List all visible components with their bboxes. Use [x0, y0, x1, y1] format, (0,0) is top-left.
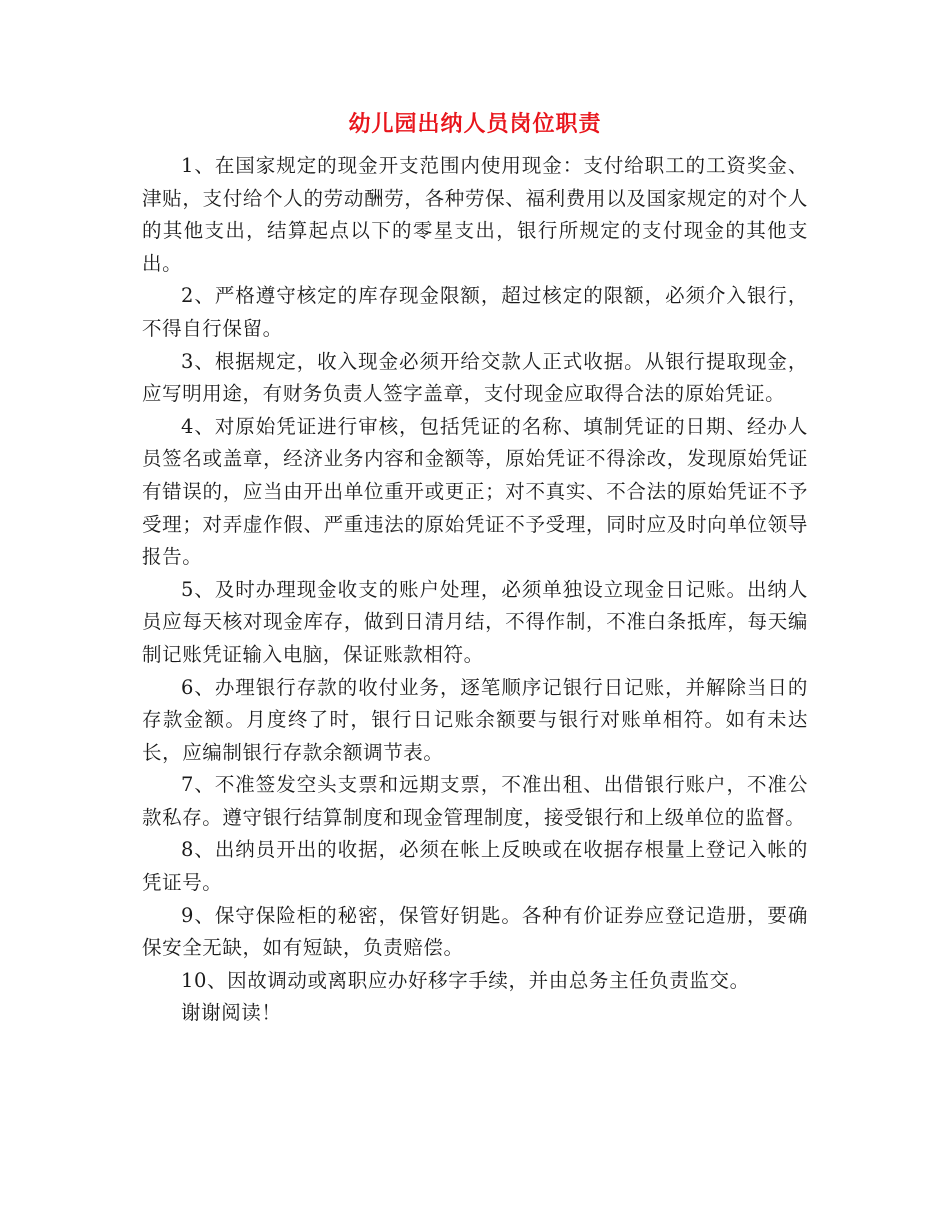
- paragraph-1: 1、在国家规定的现金开支范围内使用现金：支付给职工的工资奖金、津贴，支付给个人的劳动酬劳，各种劳保、福利费用以及国家规定的对个人的其他支出，结算起点以下的零星支出，银行所规定的支付现金的其他支出。: [142, 154, 808, 275]
- paragraph-9: 9、保守保险柜的秘密，保管好钥匙。各种有价证券应登记造册，要确保安全无缺，如有短缺，负责赔偿。: [142, 903, 808, 960]
- closing-note: 谢谢阅读！: [181, 1001, 282, 1025]
- paragraph-5: 5、及时办理现金收支的账户处理，必须单独设立现金日记账。出纳人员应每天核对现金库存，做到日清月结，不得作制，不准白条抵库，每天编制记账凭证输入电脑，保证账款相符。: [142, 577, 808, 666]
- paragraph-4: 4、对原始凭证进行审核，包括凭证的名称、填制凭证的日期、经办人员签名或盖章，经济业务内容和金额等，原始凭证不得涂改，发现原始凭证有错误的，应当由开出单位重开或更正；对不真实、不合法的原始凭证不予受理；对弄虚作假、严重违法的原始凭证不予受理，同时应及时向单位领导报告。: [142, 414, 808, 569]
- document-title: 幼儿园出纳人员岗位职责: [348, 111, 602, 137]
- paragraph-6: 6、办理银行存款的收付业务，逐笔顺序记银行日记账，并解除当日的存款金额。月度终了时，银行日记账余额要与银行对账单相符。如有未达长，应编制银行存款余额调节表。: [142, 675, 808, 764]
- document-body: [142, 150, 808, 1030]
- paragraph-3: 3、根据规定，收入现金必须开给交款人正式收据。从银行提取现金，应写明用途，有财务负责人签字盖章，支付现金应取得合法的原始凭证。: [142, 349, 808, 406]
- paragraph-7: 7、不准签发空头支票和远期支票，不准出租、出借银行账户，不准公款私存。遵守银行结算制度和现金管理制度，接受银行和上级单位的监督。: [142, 773, 808, 829]
- paragraph-8: 8、出纳员开出的收据，必须在帐上反映或在收据存根量上登记入帐的凭证号。: [142, 838, 808, 895]
- paragraph-10: 10、因故调动或离职应办好移字手续，并由总务主任负责监交。: [181, 968, 750, 992]
- paragraph-2: 2、严格遵守核定的库存现金限额，超过核定的限额，必须介入银行，不得自行保留。: [142, 284, 808, 340]
